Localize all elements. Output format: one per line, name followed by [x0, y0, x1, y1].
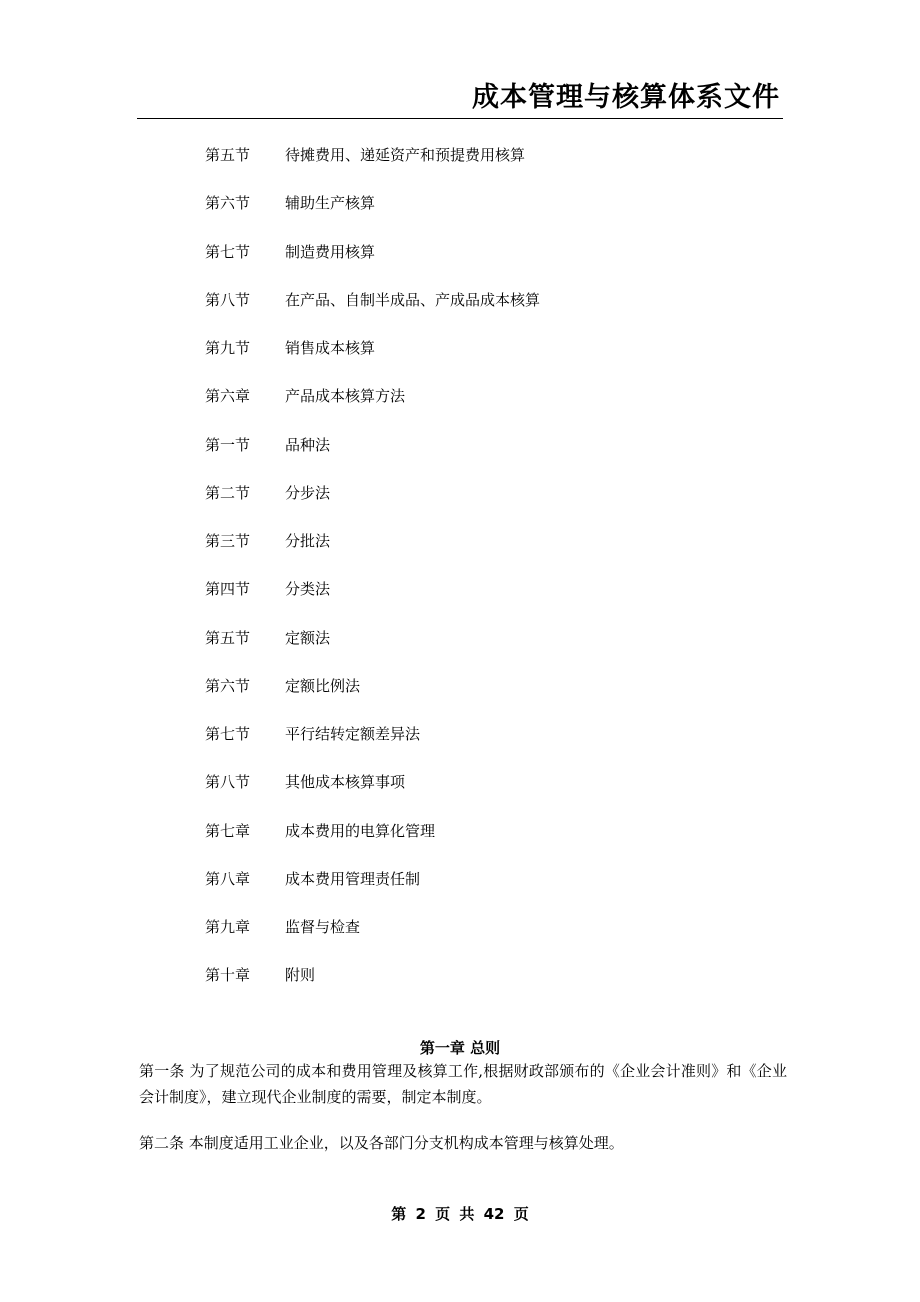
page-number: 第 2 页 共 42 页	[391, 1205, 529, 1223]
toc-entry	[205, 188, 765, 236]
toc-entry-number: 第一节	[205, 435, 251, 454]
toc-entry-number: 第八节	[205, 290, 251, 309]
toc-entry	[205, 671, 765, 719]
toc-entry-title: 成本费用的电算化管理	[285, 821, 436, 840]
toc-entry	[205, 285, 765, 333]
chapter-heading: 第一章 总则	[419, 1039, 501, 1057]
toc-entry-number: 第七节	[205, 242, 251, 261]
toc-entry-number: 第七节	[205, 725, 251, 743]
toc-entry-number: 第六节	[205, 676, 251, 695]
toc-entry	[205, 719, 765, 767]
toc-entry-title: 分步法	[285, 483, 331, 502]
toc-entry-number: 第九节	[205, 339, 251, 357]
toc-entry	[205, 237, 765, 285]
toc-entry-title: 产品成本核算方法	[285, 387, 406, 406]
toc-entry	[205, 574, 765, 622]
toc-entry	[205, 816, 765, 864]
toc-entry-title: 分批法	[285, 532, 331, 550]
toc-entry	[205, 864, 765, 912]
toc-entry	[205, 140, 765, 188]
toc-entry	[205, 767, 765, 815]
toc-entry-number: 第九章	[205, 918, 251, 936]
article-paragraph: 第二条 本制度适用工业企业，以及各部门分支机构成本管理与核算处理。	[139, 1134, 624, 1152]
toc-entry	[205, 960, 765, 1008]
toc-entry-number: 第七章	[205, 821, 251, 840]
toc-entry-title: 在产品、自制半成品、产成品成本核算	[285, 290, 541, 309]
toc-entry-number: 第三节	[205, 532, 251, 550]
toc-entry-title: 其他成本核算事项	[285, 773, 406, 792]
toc-entry-number: 第四节	[205, 580, 251, 599]
toc-entry-title: 平行结转定额差异法	[285, 725, 421, 743]
toc-entry-title: 分类法	[285, 580, 331, 599]
toc-entry	[205, 430, 765, 478]
article-paragraph: 第一条 为了规范公司的成本和费用管理及核算工作,根据财政部颁布的《企业会计准则》和《企业会计制度》，建立现代企业制度的需要，制定本制度。	[139, 1062, 787, 1106]
toc-entry-title: 监督与检查	[285, 918, 361, 936]
toc-entry	[205, 623, 765, 671]
toc-entry-number: 第五节	[205, 628, 251, 647]
toc-entry	[205, 526, 765, 574]
toc-entry-title: 成本费用管理责任制	[285, 869, 421, 888]
toc-entry-number: 第八章	[205, 869, 251, 888]
toc-entry-title: 定额比例法	[285, 676, 361, 695]
toc-entry	[205, 333, 765, 381]
document-header-title: 成本管理与核算体系文件	[472, 82, 780, 113]
toc-entry-number: 第六节	[205, 194, 251, 213]
toc-entry-title: 制造费用核算	[285, 242, 376, 261]
toc-entry	[205, 912, 765, 960]
toc-entry	[205, 478, 765, 526]
toc-entry-title: 附则	[285, 966, 316, 985]
toc-entry-title: 定额法	[285, 628, 331, 647]
toc-entry-title: 品种法	[285, 435, 331, 454]
table-of-contents	[205, 140, 765, 1009]
toc-entry-title: 辅助生产核算	[285, 194, 376, 213]
toc-entry-title: 销售成本核算	[285, 339, 376, 357]
toc-entry-number: 第十章	[205, 966, 251, 985]
header-divider	[137, 118, 783, 119]
toc-entry-title: 待摊费用、递延资产和预提费用核算	[285, 146, 526, 164]
toc-entry-number: 第八节	[205, 773, 251, 792]
toc-entry-number: 第二节	[205, 483, 251, 502]
toc-entry	[205, 381, 765, 429]
toc-entry-number: 第六章	[205, 387, 251, 406]
toc-entry-number: 第五节	[205, 146, 251, 164]
